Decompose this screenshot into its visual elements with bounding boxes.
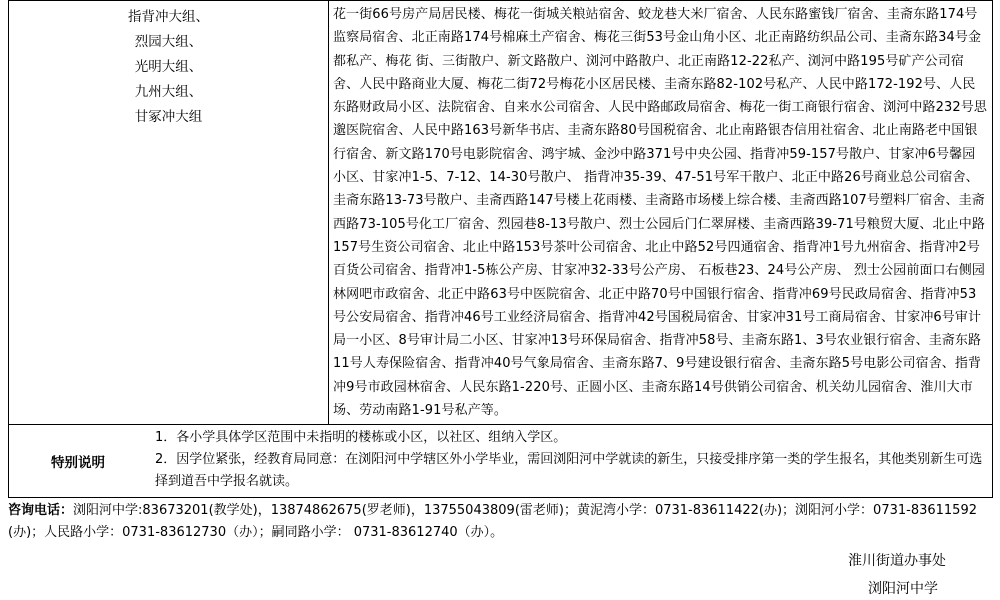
- notes-cell: [9, 425, 993, 498]
- signature-school: 浏阳河中学: [868, 581, 938, 597]
- notes-row: [9, 425, 993, 498]
- contact-line-2: (办)；人民路小学：0731-83612730（办）；嗣同路小学： 0731-83612740（办）。: [8, 525, 504, 540]
- signature-office: 淮川街道办事处: [848, 553, 946, 569]
- contact-line-1: [8, 500, 992, 522]
- group-item: 光明大组、: [134, 59, 203, 75]
- note-2: 2．因学位紧张，经教育局同意：在浏阳河中学辖区外小学毕业，需回浏阳河中学就读的新生，只接受排序第一类的学生报名，其他类别新生可选择到道吾中学报名就读。: [155, 452, 983, 490]
- contact-line-1-text: 浏阳河中学:83673201(教学处)，13874862675(罗老师)，13755043809(雷老师)；黄泥湾小学：0731-83611422(办)；浏阳河小学：0731-83611592: [73, 503, 977, 518]
- group-item: 烈园大组、: [134, 34, 203, 50]
- contact-label: 咨询电话：: [8, 503, 74, 518]
- notes-body: [147, 425, 992, 497]
- group-item: 甘冢冲大组: [134, 109, 203, 125]
- area-cell: [329, 1, 993, 425]
- notes-label: 特别说明: [51, 455, 105, 472]
- area-list-text: 花一街66号房产局居民楼、梅花一街城关粮站宿舍、蛟龙巷大米厂宿舍、人民东路蜜钱厂宿舍、圭斋东路174号监察局宿舍、北正南路174号棉麻土产宿舍、梅花三街53号金山角小区、北正南路纺织品公司、圭斋东路34号金都私产、梅花 街、三街散户、新文路散户、浏河中路散户、北正南路12-22私产、浏河中路195号矿产公司宿舍、人民中路商业大厦、梅花二街72号梅花小区居民楼、圭斋东路82-102号私产、人民中路172-192号、人民东路财政局小区、法院宿舍、自来水公司宿舍、人民中路邮政局宿舍、梅花一街工商银行宿舍、浏河中路232号思邈医院宿舍、人民中路163号新华书店、圭斋东路80号国税宿舍、北止南路银杏信用社宿舍、北止南路老中国银行宿舍、新文路170号电影院宿舍、鸿宇城、金沙中路371号中央公园、指背冲59-157号散户、甘家冲6号馨园小区、甘家冲1-5、7-12、14-30号散户、 指背冲35-39、47-51号军干散户、北正中路26号商业总公司宿舍、圭斋东路13-73号散户、圭斋西路147号楼上花雨楼、圭斋路市场楼上综合楼、圭斋西路107号塑料厂宿舍、圭斋西路73-105号化工厂宿舍、烈园巷8-13号散户、烈士公园后门仁翠屏楼、圭斋西路39-71号粮贸大厦、北止中路157号生资公司宿舍、北止中路153号茶叶公司宿舍、北止中路52号四通宿舍、指背冲1号九州宿舍、指背冲2号百货公司宿舍、指背冲1-5栋公产房、甘家冲32-33号公产房、 石板巷23、24号公产房、 烈士公园前面口右侧园林网吧市政宿舍、北正中路63号中医院宿舍、北正中路70号中国银行宿舍、指背冲69号民政局宿舍、指背冲53号公安局宿舍、指背冲46号工业经济局宿舍、指背冲42号国税局宿舍、甘家冲31号工商局宿舍、甘家冲6号审计局一小区、8号审计局二小区、甘家冲13号环保局宿舍、指背冲58号、圭斋东路1、3号农业银行宿舍、圭斋东路11号人寿保险宿舍、指背冲40号气象局宿舍、圭斋东路7、9号建设银行宿舍、圭斋东路5号电影公司宿舍、指背冲9号市政园林宿舍、人民东路1-220号、正圆小区、圭斋东路14号供销公司宿舍、机关幼儿园宿舍、淮川大市场、劳动南路1-91号私产等。: [333, 7, 987, 419]
- note-1: 1．各小学具体学区范围中未指明的楼栋或小区，以社区、组纳入学区。: [155, 430, 567, 446]
- group-item: 指背冲大组、: [128, 9, 209, 25]
- group-item: 九州大组、: [134, 84, 203, 100]
- contact-info: [8, 500, 992, 544]
- group-list: [9, 1, 328, 130]
- table-row: [9, 1, 993, 425]
- school-district-table: [8, 0, 993, 498]
- notes-container: [9, 425, 992, 497]
- group-cell: [9, 1, 329, 425]
